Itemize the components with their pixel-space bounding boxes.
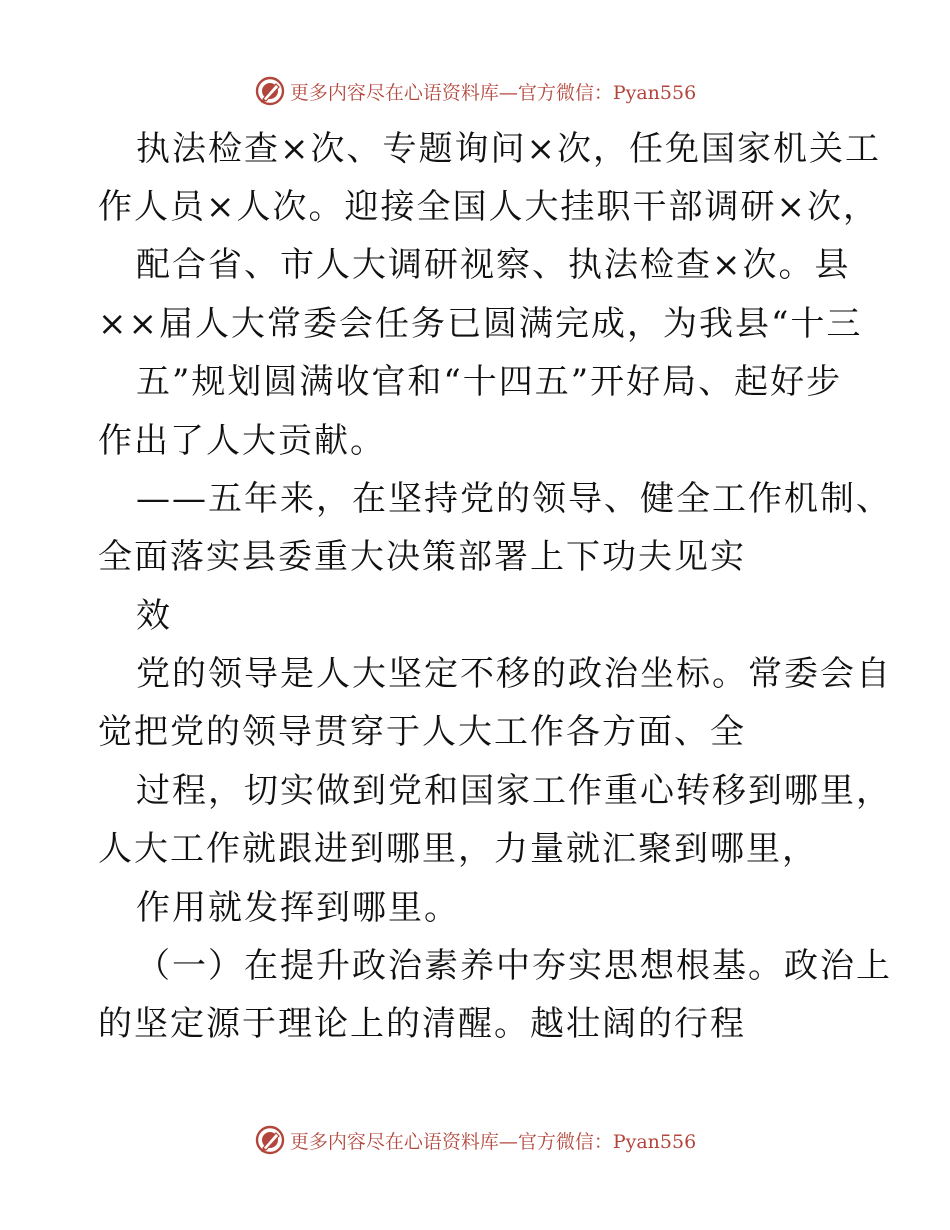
header-banner xyxy=(0,71,950,111)
body-line: 过程，切实做到党和国家工作重心转移到哪里， xyxy=(136,771,892,811)
body-line: 党的领导是人大坚定不移的政治坐标。常委会自 xyxy=(136,654,892,694)
body-line: （一）在提升政治素养中夯实思想根基。政治上 xyxy=(136,946,892,986)
body-line: 五”规划圆满收官和“十四五”开好局、起好步 xyxy=(136,362,843,402)
body-line: 的坚定源于理论上的清醒。越壮阔的行程 xyxy=(98,1004,746,1044)
body-line: 作出了人大贡献。 xyxy=(98,421,386,461)
body-line: 全面落实县委重大决策部署上下功夫见实 xyxy=(98,537,746,577)
footer-banner xyxy=(0,1120,950,1160)
body-line: 觉把党的领导贯穿于人大工作各方面、全 xyxy=(98,712,746,752)
body-line: 效 xyxy=(136,596,172,636)
body-line: ——五年来，在坚持党的领导、健全工作机制、 xyxy=(136,479,892,519)
body-line: 执法检查×次、专题询问×次，任免国家机关工 xyxy=(136,129,881,169)
body-line: 人大工作就跟进到哪里，力量就汇聚到哪里， xyxy=(98,829,818,869)
body-line: 配合省、市人大调研视察、执法检查×次。县 xyxy=(136,245,851,285)
body-line: 作用就发挥到哪里。 xyxy=(136,888,460,928)
body-line: ××届人大常委会任务已圆满完成，为我县“十三 xyxy=(98,304,863,344)
body-line: 作人员×人次。迎接全国人大挂职干部调研×次， xyxy=(98,187,879,227)
pen-seal-logo-icon xyxy=(254,75,286,107)
footer-banner-text: 更多内容尽在心语资料库—官方微信：Pyan556 xyxy=(289,1130,697,1153)
pen-seal-logo-icon xyxy=(254,1124,286,1156)
header-banner-text: 更多内容尽在心语资料库—官方微信：Pyan556 xyxy=(289,81,697,104)
